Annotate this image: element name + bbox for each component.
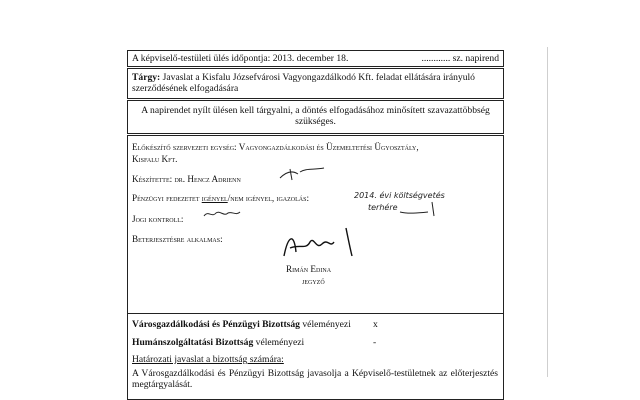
committee-mark: x (373, 319, 378, 330)
dept-line-1: Előkészítő szervezeti egység: Vagyongazdálkodási és Üzemeltetési Ügyosztály, (132, 142, 419, 152)
finance-handwriting-1: 2014. évi költségvetés (354, 191, 445, 200)
committee-name: Városgazdálkodási és Pénzügyi Bizottság (132, 319, 300, 330)
finance-line (132, 193, 309, 204)
agenda-number: ............ sz. napirend (421, 53, 499, 64)
subject-label: Tárgy: (132, 72, 161, 83)
page-edge-rule (547, 47, 548, 377)
finance-prefix: Pénzügyi fedezetet (132, 193, 202, 203)
notary-signature (276, 226, 356, 266)
committee-suffix: véleményezi (253, 337, 305, 348)
notary-title: jegyző (302, 276, 325, 286)
author-signature (278, 166, 328, 182)
resolution-label: Határozati javaslat a bizottság számára: (132, 354, 284, 365)
legal-signature (202, 208, 242, 220)
meeting-row (127, 50, 504, 67)
legal-line: Jogi kontroll: (132, 214, 184, 224)
committee-suffix: véleményezi (299, 319, 351, 330)
dept-line-2: Kisfalu Kft. (132, 154, 178, 164)
subject-text: Javaslat a Kisfalu Józsefvárosi Vagyongazdálkodó Kft. feladat ellátására irányuló szerződésének elfogadására (132, 72, 475, 94)
subject-row (127, 68, 504, 99)
finance-check-mark (398, 200, 448, 218)
committee-row-1 (132, 319, 432, 330)
committee-name: Humánszolgáltatási Bizottság (132, 337, 254, 348)
committee-block (127, 313, 504, 400)
cover-sheet (127, 50, 504, 400)
procedure-row (127, 100, 504, 134)
preparation-block (127, 135, 504, 313)
notary-name: Rimán Edina (286, 264, 332, 274)
meeting-date: A képviselő-testületi ülés időpontja: 2013. december 18. (132, 53, 349, 64)
finance-handwriting-2: terhére (368, 203, 398, 212)
author-line: Készítette: dr. Hencz Adrienn (132, 174, 241, 184)
committee-mark: - (373, 337, 377, 348)
submit-line: Beterjesztésre alkalmas: (132, 234, 223, 244)
committee-row-2 (132, 337, 432, 348)
resolution-text: A Városgazdálkodási és Pénzügyi Bizottság javasolja a Képviselő-testületnek az előterjesztés megtárgyalását. (132, 368, 498, 390)
finance-needed: igényel (201, 193, 228, 203)
finance-rest: /nem igényel, igazolás: (227, 193, 310, 203)
procedure-text: A napirendet nyílt ülésen kell tárgyalni, a döntés elfogadásához minősített szavazattöbbség szükséges. (141, 105, 490, 127)
